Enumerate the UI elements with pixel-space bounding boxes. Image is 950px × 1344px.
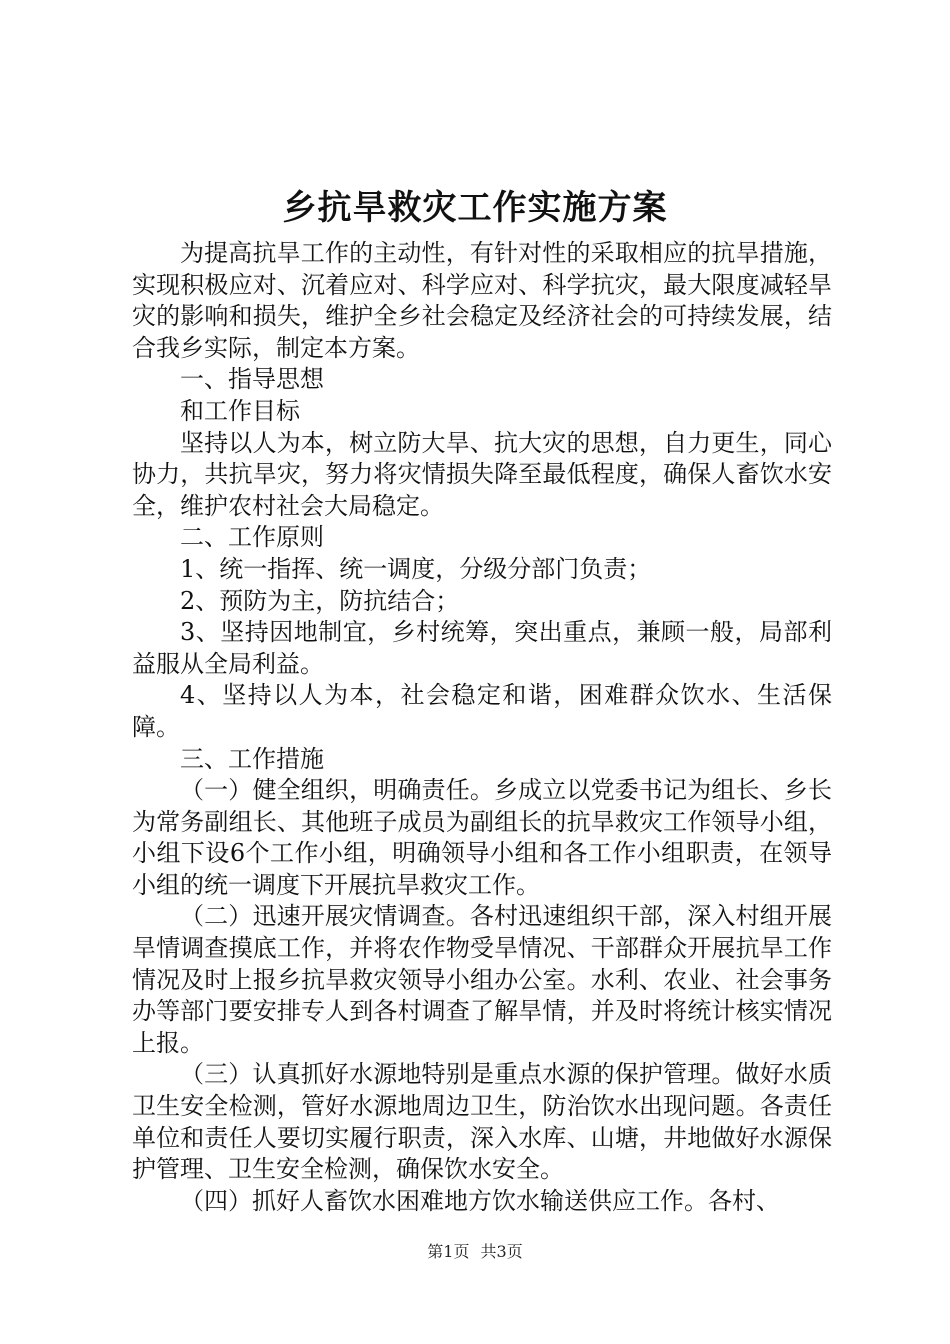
document-body [132, 238, 832, 1217]
section-heading-measures: 三、工作措施 [180, 744, 324, 773]
goal-paragraph: 坚持以人为本，树立防大旱、抗大灾的思想，自力更生，同心协力，共抗旱灾，努力将灾情损失降至最低程度，确保人畜饮水安全，维护农村社会大局稳定。 [132, 428, 832, 520]
page-number: 第1页 [427, 1242, 470, 1261]
page-total: 共3页 [480, 1242, 523, 1261]
principle-item-2: 2、预防为主，防抗结合； [180, 586, 460, 615]
section-heading-work-goal: 和工作目标 [180, 396, 300, 425]
intro-paragraph: 为提高抗旱工作的主动性，有针对性的采取相应的抗旱措施，实现积极应对、沉着应对、科学应对、科学抗灾，最大限度减轻旱灾的影响和损失，维护全乡社会稳定及经济社会的可持续发展，结合我乡实际，制定本方案。 [132, 239, 832, 362]
measure-item-3: （三）认真抓好水源地特别是重点水源的保护管理。做好水质卫生安全检测，管好水源地周边卫生，防治饮水出现问题。各责任单位和责任人要切实履行职责，深入水库、山塘，井地做好水源保护管理、卫生安全检测，确保饮水安全。 [132, 1060, 832, 1184]
measure-item-4: （四）抓好人畜饮水困难地方饮水输送供应工作。各村、 [180, 1186, 780, 1215]
section-heading-guiding-thought: 一、指导思想 [180, 365, 324, 394]
principle-item-3: 3、坚持因地制宜，乡村统筹，突出重点，兼顾一般，局部利益服从全局利益。 [132, 618, 832, 678]
measure-item-2: （二）迅速开展灾情调查。各村迅速组织干部，深入村组开展旱情调查摸底工作，并将农作物受旱情况、干部群众开展抗旱工作情况及时上报乡抗旱救灾领导小组办公室。水利、农业、社会事务办等部门要安排专人到各村调查了解旱情，并及时将统计核实情况上报。 [132, 902, 832, 1057]
principle-item-4: 4、坚持以人为本，社会稳定和谐，困难群众饮水、生活保障。 [132, 681, 832, 741]
page-footer [0, 1241, 950, 1263]
section-heading-principles: 二、工作原则 [180, 523, 324, 552]
document-title: 乡抗旱救灾工作实施方案 [282, 188, 668, 228]
principle-item-1: 1、统一指挥、统一调度，分级分部门负责； [180, 554, 652, 583]
measure-item-1: （一）健全组织，明确责任。乡成立以党委书记为组长、乡长为常务副组长、其他班子成员为副组长的抗旱救灾工作领导小组，小组下设6个工作小组，明确领导小组和各工作小组职责，在领导小组的统一调度下开展抗旱救灾工作。 [132, 776, 832, 899]
